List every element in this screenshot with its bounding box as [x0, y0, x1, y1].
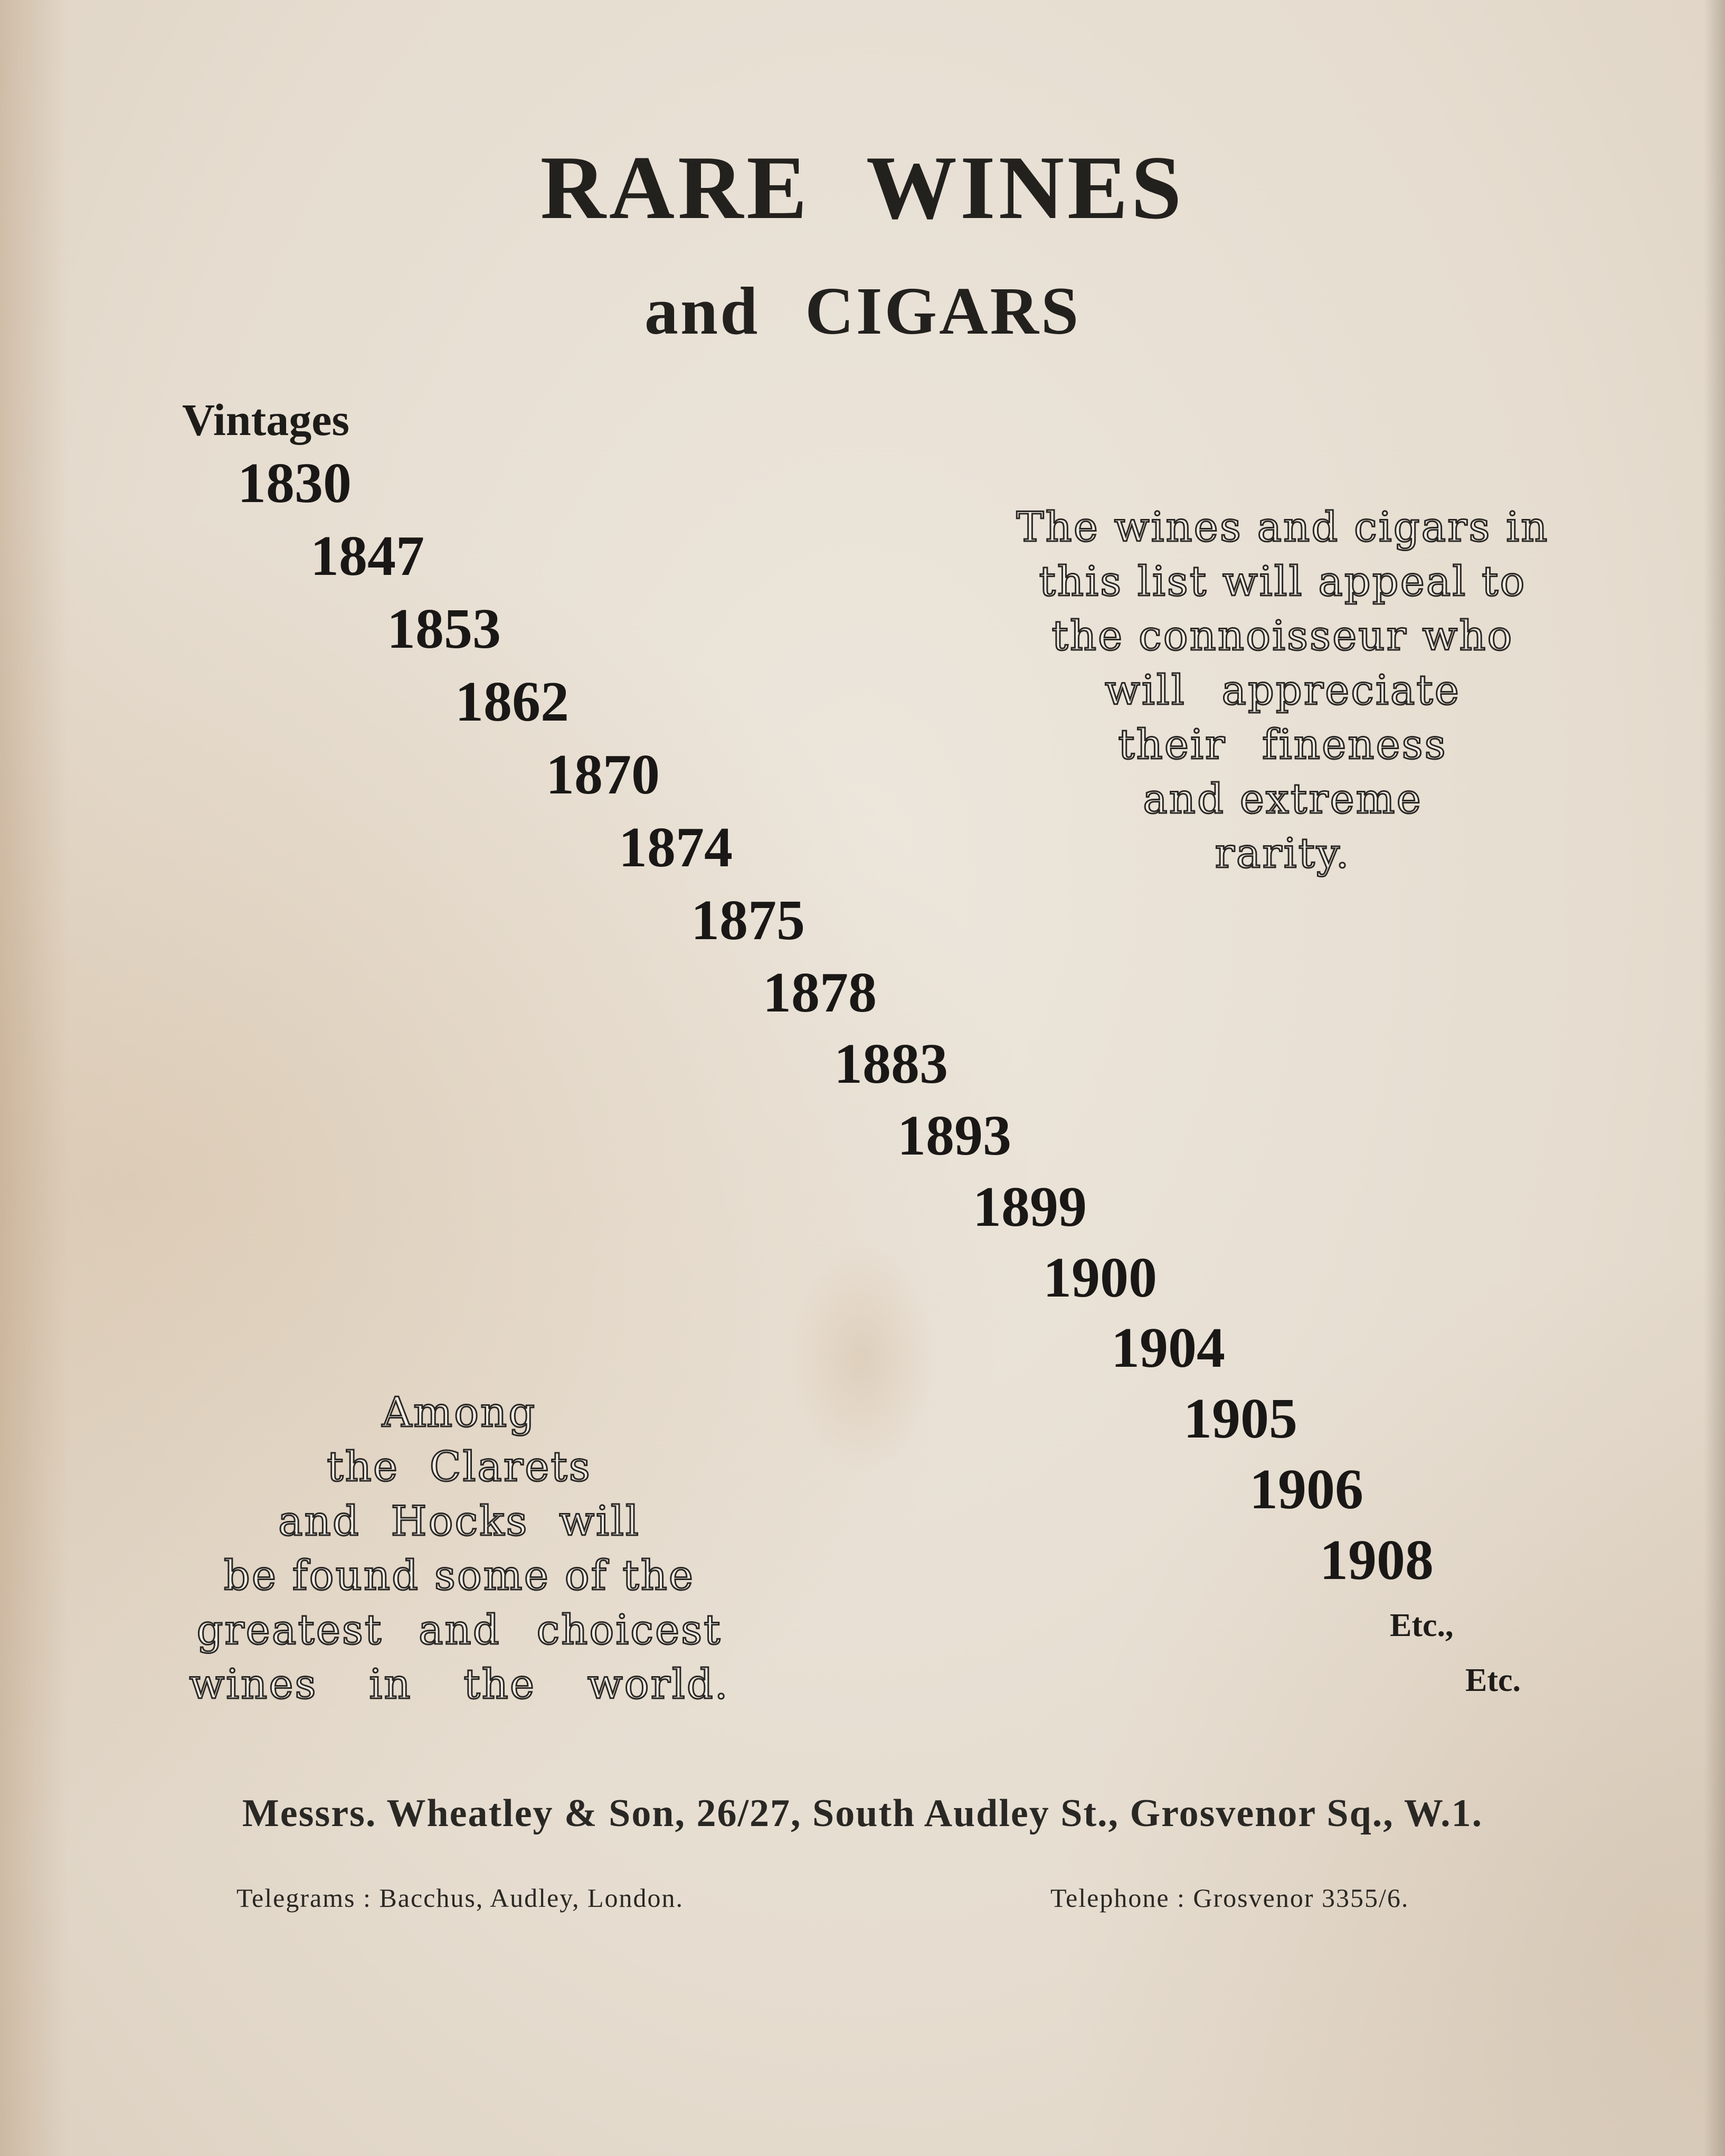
vintage-year: 1905: [1183, 1387, 1297, 1450]
clarets-note: [158, 1386, 760, 1712]
connoisseur-note-line: and extreme: [1143, 776, 1423, 823]
vintage-year: 1862: [455, 670, 569, 733]
vintage-year: 1893: [897, 1104, 1011, 1167]
vintage-year: 1830: [238, 452, 352, 515]
etc-note: Etc.: [1465, 1662, 1521, 1698]
vintages-label: Vintages: [182, 394, 349, 445]
vintage-year: 1847: [310, 525, 424, 588]
vintage-year: 1904: [1111, 1317, 1225, 1379]
connoisseur-note: [998, 500, 1568, 881]
clarets-note-line: Among: [382, 1389, 537, 1436]
vintage-year: 1853: [387, 598, 501, 660]
clarets-note-line: be found some of the: [223, 1552, 695, 1600]
vintage-year: 1899: [973, 1176, 1087, 1238]
merchant-address: Messrs. Wheatley & Son, 26/27, South Audley St., Grosvenor Sq., W.1.: [242, 1792, 1483, 1835]
telegrams-line: Telegrams : Bacchus, Audley, London.: [236, 1883, 684, 1913]
connoisseur-note-line: will appreciate: [1105, 667, 1461, 714]
page-title: RARE WINES: [540, 138, 1185, 238]
telephone-line: Telephone : Grosvenor 3355/6.: [1050, 1883, 1409, 1913]
page-subtitle: and CIGARS: [644, 273, 1081, 348]
connoisseur-note-line: rarity.: [1215, 830, 1351, 877]
clarets-note-line: wines in the world.: [189, 1661, 729, 1708]
vintage-year: 1906: [1249, 1458, 1363, 1521]
vintage-year: 1908: [1320, 1529, 1434, 1592]
vintage-year: 1883: [834, 1033, 948, 1095]
vintage-year: 1874: [619, 816, 733, 879]
connoisseur-note-line: the connoisseur who: [1051, 612, 1514, 660]
clarets-note-line: and Hocks will: [278, 1498, 640, 1545]
clarets-note-line: greatest and choicest: [196, 1606, 722, 1654]
connoisseur-note-line: The wines and cigars in: [1016, 504, 1549, 551]
vintage-year: 1875: [691, 889, 805, 952]
vintage-year: 1870: [546, 743, 660, 806]
connoisseur-note-line: this list will appeal to: [1039, 558, 1527, 606]
etc-note: Etc.,: [1390, 1607, 1454, 1643]
vintage-year: 1900: [1043, 1246, 1157, 1309]
vintage-year: 1878: [763, 961, 877, 1024]
connoisseur-note-line: their fineness: [1118, 721, 1447, 769]
clarets-note-line: the Clarets: [327, 1443, 592, 1491]
